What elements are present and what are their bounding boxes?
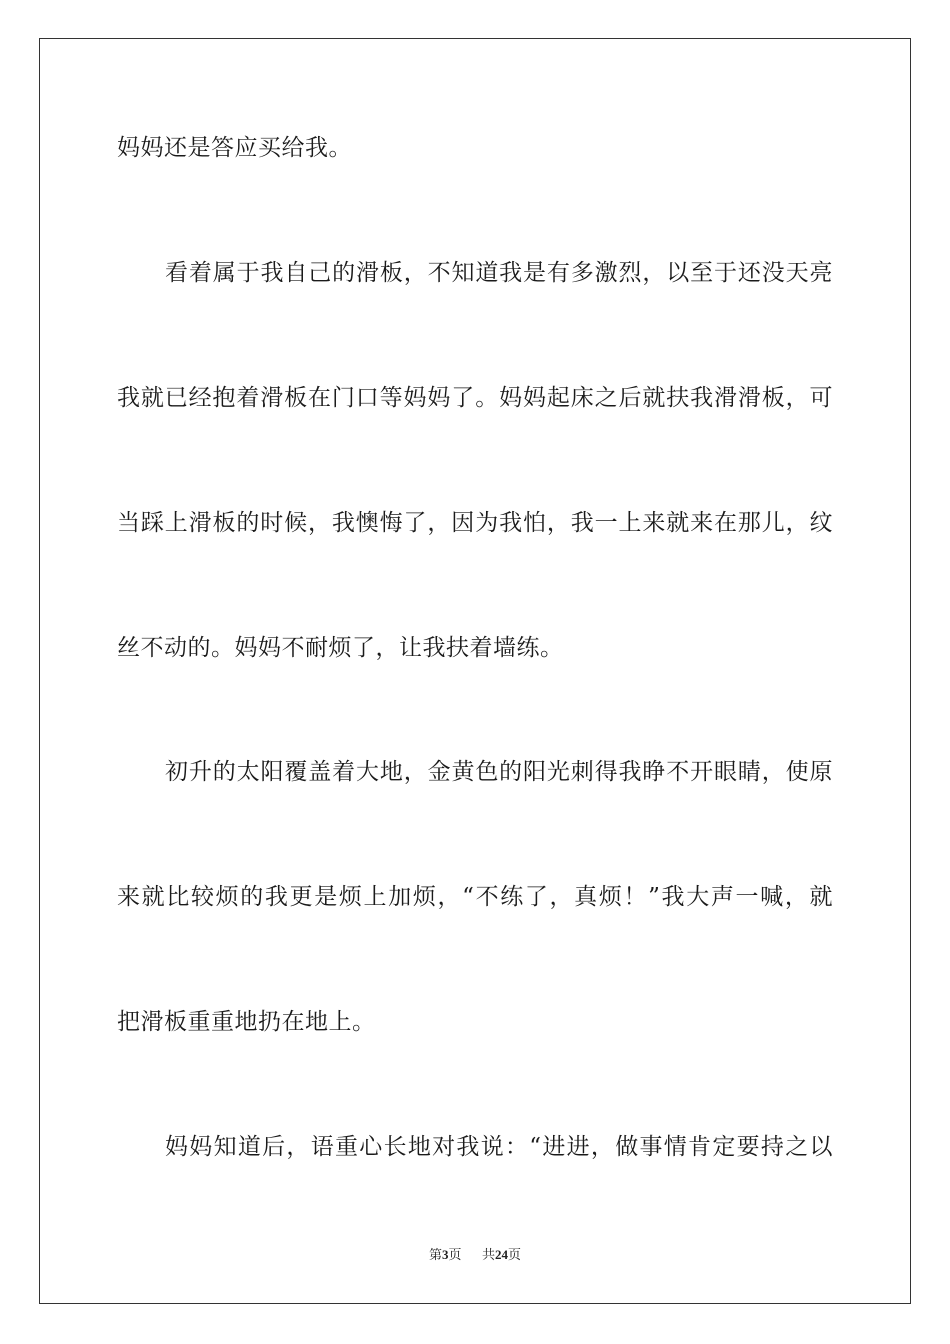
text-line-6: 初升的太阳覆盖着大地，金黄色的阳光刺得我睁不开眼睛，使原 — [165, 759, 833, 785]
page-border — [39, 38, 911, 1304]
total-pages: 24 — [495, 1247, 509, 1262]
text-line-2: 看着属于我自己的滑板，不知道我是有多激烈，以至于还没天亮 — [165, 260, 833, 286]
text-line-7: 来就比较烦的我更是烦上加烦，“不练了，真烦！”我大声一喊，就 — [117, 884, 833, 910]
text-line-3: 我就已经抱着滑板在门口等妈妈了。妈妈起床之后就扶我滑滑板，可 — [117, 385, 833, 411]
page-number: 3 — [441, 1247, 449, 1262]
page-prefix: 第 — [428, 1247, 442, 1262]
text-line-1: 妈妈还是答应买给我。 — [117, 135, 352, 161]
total-suffix: 页 — [508, 1247, 522, 1262]
page-suffix: 页 — [448, 1247, 462, 1262]
total-prefix: 共 — [482, 1247, 496, 1262]
text-line-9: 妈妈知道后，语重心长地对我说：“进进，做事情肯定要持之以 — [165, 1134, 833, 1160]
text-line-4: 当踩上滑板的时候，我懊悔了，因为我怕，我一上来就来在那儿，纹 — [117, 510, 833, 536]
text-line-8: 把滑板重重地扔在地上。 — [117, 1009, 376, 1035]
page-footer — [0, 1246, 950, 1264]
text-line-5: 丝不动的。妈妈不耐烦了，让我扶着墙练。 — [117, 635, 564, 661]
